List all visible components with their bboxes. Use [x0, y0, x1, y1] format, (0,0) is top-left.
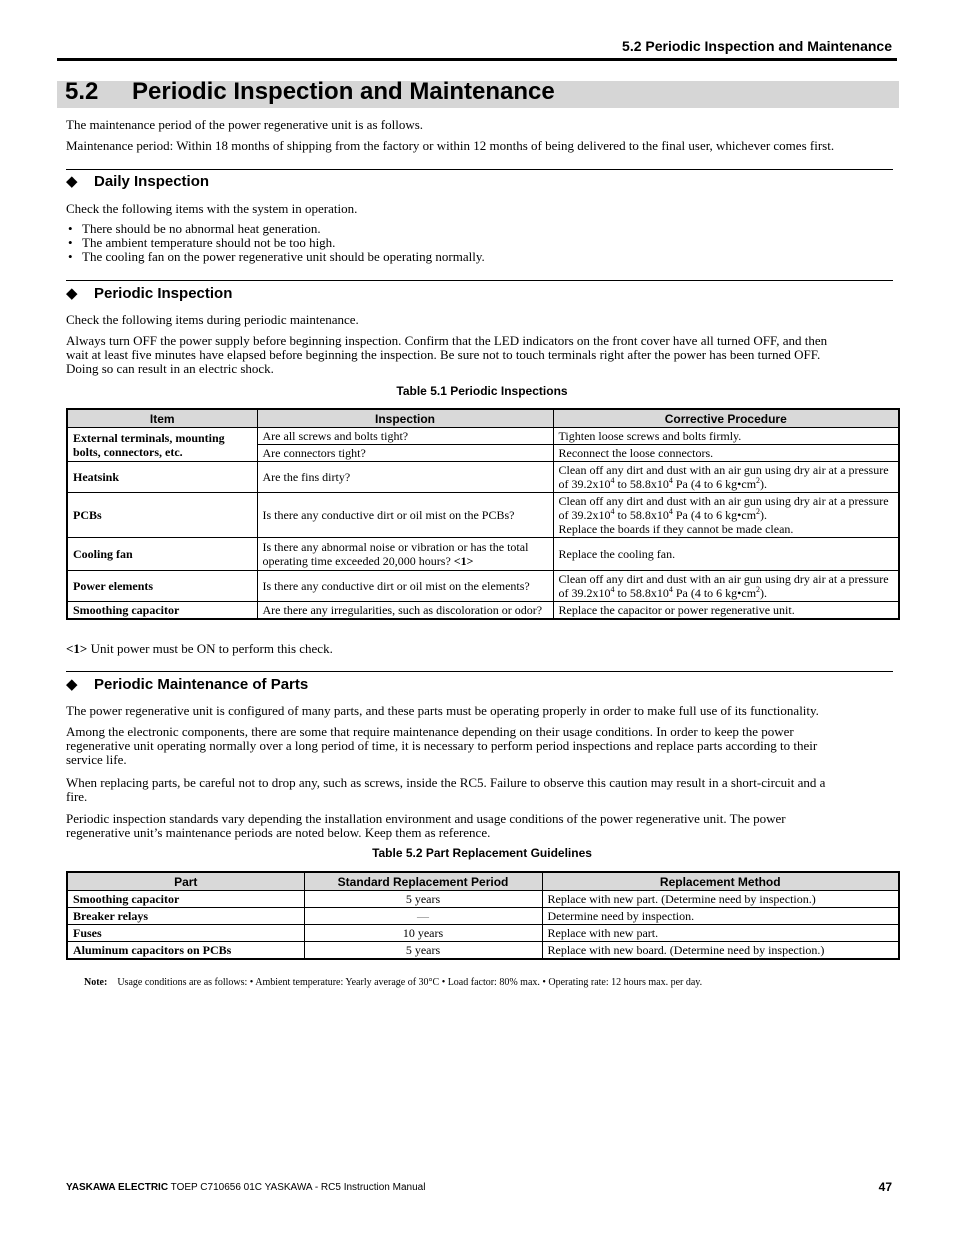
table-cell-procedure: Reconnect the loose connectors. — [553, 445, 899, 462]
column-header: Replacement Method — [542, 872, 899, 891]
table-footnote: <1> Unit power must be ON to perform this check. — [66, 641, 333, 656]
table-row — [67, 602, 899, 620]
column-header: Inspection — [257, 409, 553, 428]
table-cell-inspection: Are the fins dirty? — [257, 462, 553, 493]
diamond-bullet-icon: ◆ — [66, 173, 78, 190]
table-cell-period: 5 years — [304, 891, 542, 908]
header-rule — [57, 58, 897, 61]
table-cell-part: Fuses — [67, 925, 304, 942]
column-header: Standard Replacement Period — [304, 872, 542, 891]
table-cell-part: Smoothing capacitor — [67, 891, 304, 908]
table-cell-part: Aluminum capacitors on PCBs — [67, 942, 304, 960]
table-cell-procedure: Clean off any dirt and dust with an air gun using dry air at a pressure of $39.2x10^4$ to $58.8x10^4$ Pa (4 to 6 $kg•cm^2$). — [553, 462, 899, 493]
parts-paragraph-1: The power regenerative unit is configured of many parts, and these parts must be operating properly in order to make full use of its functionality. — [66, 703, 819, 718]
table-cell-inspection: Are there any irregularities, such as discoloration or odor? — [257, 602, 553, 620]
parts-paragraph-2: Among the electronic components, there are some that require maintenance depending on their usage conditions. In order to keep the power regenerative unit operating normally over a long period of time, it is necessary to perform period inspections and replace parts according to their service life. — [66, 724, 818, 767]
table-cell-period: — — [304, 908, 542, 925]
daily-inspection-heading-text: Daily Inspection — [94, 173, 210, 190]
table-row — [67, 925, 899, 942]
table-row — [67, 942, 899, 960]
table-row — [67, 908, 899, 925]
parts-maintenance-heading — [66, 675, 308, 693]
column-header: Part — [67, 872, 304, 891]
table-cell-procedure: Tighten loose screws and bolts firmly. — [553, 428, 899, 445]
note-text: Usage conditions are as follows: • Ambient temperature: Yearly average of 30°C • Load factor: 80% max. • Operating rate: 12 hours max. per day. — [117, 977, 703, 988]
footer-doc-id: TOEP C710656 01C YASKAWA - RC5 Instruction Manual — [168, 1182, 426, 1193]
table-note — [84, 977, 702, 988]
table-cell-procedure: Replace the capacitor or power regenerative unit. — [553, 602, 899, 620]
periodic-warning-paragraph: Always turn OFF the power supply before beginning inspection. Confirm that the LED indicators on the front cover have all turned OFF, and then wait at least five minutes have elapsed before beginning the inspection. Be sure not to touch terminals right after the power has been turned OFF. Doing so can result in an electric shock. — [66, 333, 828, 376]
table-cell-period: 10 years — [304, 925, 542, 942]
intro-paragraph-1: The maintenance period of the power regenerative unit is as follows. — [66, 117, 424, 132]
table-caption-5-2: Table 5.2 Part Replacement Guidelines — [372, 846, 592, 860]
table-cell-procedure: Clean off any dirt and dust with an air gun using dry air at a pressure of $39.2x10^4$ to $58.8x10^4$ Pa (4 to 6 $kg•cm^2$). — [553, 571, 899, 602]
table-cell-method: Replace with new part. — [542, 925, 899, 942]
parts-maintenance-heading-text: Periodic Maintenance of Parts — [94, 676, 309, 693]
table-cell-procedure: Clean off any dirt and dust with an air gun using dry air at a pressure of $39.2x10^4$ to $58.8x10^4$ Pa (4 to 6 $kg•cm^2$). Replace the boards if they cannot be made clean. — [553, 493, 899, 538]
periodic-inspection-heading — [66, 284, 232, 302]
table-cell-item: PCBs — [67, 493, 257, 538]
table-cell-inspection: Are all screws and bolts tight? — [257, 428, 553, 445]
table-cell-method: Determine need by inspection. — [542, 908, 899, 925]
table-cell-part: Breaker relays — [67, 908, 304, 925]
table-cell-method: Replace with new part. (Determine need by inspection.) — [542, 891, 899, 908]
periodic-inspection-heading-text: Periodic Inspection — [94, 285, 233, 302]
parts-paragraph-3: When replacing parts, be careful not to drop any, such as screws, inside the RC5. Failure to observe this caution may result in a short-circuit and a fire. — [66, 775, 826, 804]
footer-document-info — [66, 1182, 425, 1193]
table-cell-item: Heatsink — [67, 462, 257, 493]
list-item: • The cooling fan on the power regenerative unit should be operating normally. — [68, 249, 485, 264]
table-row — [67, 571, 899, 602]
table-row — [67, 891, 899, 908]
table-cell-item: Power elements — [67, 571, 257, 602]
list-item: • There should be no abnormal heat generation. — [68, 221, 321, 236]
table-cell-inspection: Is there any conductive dirt or oil mist on the elements? — [257, 571, 553, 602]
page-number: 47 — [878, 1180, 892, 1194]
table-caption-5-1: Table 5.1 Periodic Inspections — [396, 384, 568, 398]
table-cell-item: Smoothing capacitor — [67, 602, 257, 620]
part-replacement-table — [66, 871, 900, 960]
table-row — [67, 538, 899, 571]
table-cell-inspection: Is there any abnormal noise or vibration or has the total operating time exceeded 20,000 hours? <1> — [257, 538, 553, 571]
bullet-dot-icon: • — [68, 235, 73, 250]
table-header-row — [67, 872, 899, 891]
table-cell-item: Cooling fan — [67, 538, 257, 571]
table-row — [67, 428, 899, 445]
table-cell-method: Replace with new board. (Determine need by inspection.) — [542, 942, 899, 960]
table-row — [67, 462, 899, 493]
table-cell-procedure: Replace the cooling fan. — [553, 538, 899, 571]
table-row — [67, 493, 899, 538]
table-cell-period: 5 years — [304, 942, 542, 960]
section-title: Periodic Inspection and Maintenance — [132, 78, 555, 105]
divider — [66, 169, 893, 170]
periodic-inspections-table — [66, 408, 900, 620]
bullet-dot-icon: • — [68, 249, 73, 264]
bullet-dot-icon: • — [68, 221, 73, 236]
column-header: Corrective Procedure — [553, 409, 899, 428]
daily-intro: Check the following items with the system in operation. — [66, 201, 358, 216]
section-title-bar — [57, 78, 899, 108]
table-cell-inspection: Are connectors tight? — [257, 445, 553, 462]
divider — [66, 280, 893, 281]
table-cell-item: External terminals, mounting bolts, connectors, etc. — [67, 428, 257, 462]
footer-brand: YASKAWA ELECTRIC — [66, 1182, 169, 1193]
list-item: • The ambient temperature should not be too high. — [68, 235, 336, 250]
running-header: 5.2 Periodic Inspection and Maintenance — [622, 38, 892, 54]
column-header: Item — [67, 409, 257, 428]
periodic-intro: Check the following items during periodic maintenance. — [66, 312, 359, 327]
intro-paragraph-2: Maintenance period: Within 18 months of shipping from the factory or within 12 months of being delivered to the final user, whichever comes first. — [66, 138, 835, 153]
note-label: Note: — [84, 977, 108, 988]
diamond-bullet-icon: ◆ — [66, 676, 78, 693]
table-cell-inspection: Is there any conductive dirt or oil mist on the PCBs? — [257, 493, 553, 538]
parts-paragraph-4: Periodic inspection standards vary depending the installation environment and usage conditions of the power regenerative unit. The power regenerative unit’s maintenance periods are noted below. Keep them as reference. — [66, 811, 786, 840]
daily-bullet-list — [66, 222, 896, 264]
table-header-row — [67, 409, 899, 428]
daily-inspection-heading — [66, 172, 209, 190]
section-number: 5.2 — [65, 78, 99, 105]
divider — [66, 671, 893, 672]
diamond-bullet-icon: ◆ — [66, 285, 78, 302]
